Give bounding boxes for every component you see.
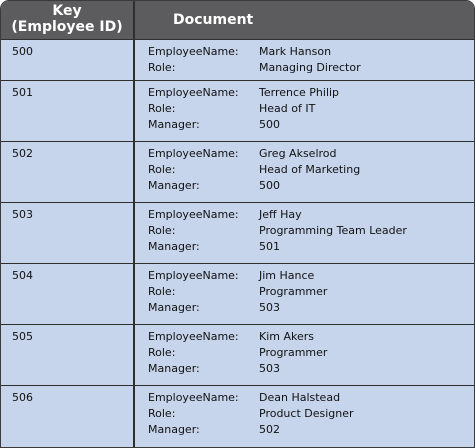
field-name: Role: bbox=[148, 346, 176, 359]
field-name: Role: bbox=[148, 224, 176, 237]
field-value: 502 bbox=[259, 423, 280, 436]
field-value: Head of IT bbox=[259, 102, 316, 115]
table-row bbox=[1, 202, 474, 263]
field-value: 500 bbox=[259, 179, 280, 192]
key-column-header bbox=[1, 3, 133, 35]
field-value: Programming Team Leader bbox=[259, 224, 407, 237]
field-value: Kim Akers bbox=[259, 330, 315, 343]
key-header-line1: Key bbox=[52, 3, 82, 19]
field-value: Product Designer bbox=[259, 407, 354, 420]
document-field bbox=[148, 162, 360, 178]
key-header-line2: (Employee ID) bbox=[11, 19, 123, 35]
employee-id-key: 506 bbox=[12, 391, 33, 404]
document-field bbox=[148, 117, 339, 133]
document-cell bbox=[148, 44, 361, 76]
field-name: Role: bbox=[148, 61, 176, 74]
field-name: Manager: bbox=[148, 118, 200, 131]
table-row bbox=[1, 141, 474, 202]
field-name: Manager: bbox=[148, 179, 200, 192]
table-body bbox=[1, 39, 474, 448]
document-field bbox=[148, 268, 327, 284]
document-field bbox=[148, 207, 407, 223]
document-column-header: Document bbox=[173, 12, 254, 28]
field-name: Manager: bbox=[148, 301, 200, 314]
document-field bbox=[148, 422, 354, 438]
document-cell bbox=[148, 268, 327, 316]
document-field bbox=[148, 345, 327, 361]
document-field bbox=[148, 101, 339, 117]
document-field bbox=[148, 406, 354, 422]
employee-id-key: 504 bbox=[12, 269, 33, 282]
employee-id-key: 500 bbox=[12, 45, 33, 58]
field-name: Role: bbox=[148, 102, 176, 115]
field-name: Role: bbox=[148, 407, 176, 420]
column-divider bbox=[133, 264, 135, 324]
table-row bbox=[1, 324, 474, 385]
field-name: Role: bbox=[148, 163, 176, 176]
employee-id-key: 505 bbox=[12, 330, 33, 343]
field-name: Manager: bbox=[148, 362, 200, 375]
table-row bbox=[1, 80, 474, 141]
field-value: Managing Director bbox=[259, 61, 361, 74]
document-cell bbox=[148, 146, 360, 194]
table-row bbox=[1, 385, 474, 448]
field-value: Terrence Philip bbox=[259, 86, 340, 99]
field-name: Manager: bbox=[148, 240, 200, 253]
employee-id-key: 503 bbox=[12, 208, 33, 221]
field-name: EmployeeName: bbox=[148, 208, 239, 221]
field-name: EmployeeName: bbox=[148, 86, 239, 99]
document-cell bbox=[148, 329, 327, 377]
column-divider bbox=[133, 203, 135, 263]
field-name: EmployeeName: bbox=[148, 269, 239, 282]
field-value: Jim Hance bbox=[259, 269, 315, 282]
field-value: Mark Hanson bbox=[259, 45, 332, 58]
table-header bbox=[1, 1, 474, 39]
document-cell bbox=[148, 85, 339, 133]
field-value: Programmer bbox=[259, 346, 328, 359]
column-divider bbox=[133, 40, 135, 80]
document-field bbox=[148, 390, 354, 406]
document-field bbox=[148, 44, 361, 60]
field-name: Manager: bbox=[148, 423, 200, 436]
document-cell bbox=[148, 207, 407, 255]
table-row bbox=[1, 263, 474, 324]
field-value: Programmer bbox=[259, 285, 328, 298]
column-divider bbox=[133, 142, 135, 202]
document-field bbox=[148, 85, 339, 101]
document-field bbox=[148, 223, 407, 239]
document-field bbox=[148, 329, 327, 345]
field-name: Role: bbox=[148, 285, 176, 298]
table-row bbox=[1, 39, 474, 80]
field-value: 501 bbox=[259, 240, 280, 253]
column-divider bbox=[133, 1, 135, 39]
document-field bbox=[148, 300, 327, 316]
document-cell bbox=[148, 390, 354, 438]
document-field bbox=[148, 361, 327, 377]
field-name: EmployeeName: bbox=[148, 330, 239, 343]
field-name: EmployeeName: bbox=[148, 147, 239, 160]
document-field bbox=[148, 284, 327, 300]
field-value: 500 bbox=[259, 118, 280, 131]
document-field bbox=[148, 60, 361, 76]
field-value: Greg Akselrod bbox=[259, 147, 337, 160]
document-field bbox=[148, 146, 360, 162]
field-value: Dean Halstead bbox=[259, 391, 341, 404]
document-field bbox=[148, 239, 407, 255]
column-divider bbox=[133, 81, 135, 141]
column-divider bbox=[133, 386, 135, 448]
field-value: Head of Marketing bbox=[259, 163, 361, 176]
field-value: Jeff Hay bbox=[259, 208, 302, 221]
employee-id-key: 502 bbox=[12, 147, 33, 160]
field-name: EmployeeName: bbox=[148, 45, 239, 58]
field-value: 503 bbox=[259, 362, 280, 375]
column-divider bbox=[133, 325, 135, 385]
employee-id-key: 501 bbox=[12, 86, 33, 99]
document-field bbox=[148, 178, 360, 194]
field-name: EmployeeName: bbox=[148, 391, 239, 404]
field-value: 503 bbox=[259, 301, 280, 314]
